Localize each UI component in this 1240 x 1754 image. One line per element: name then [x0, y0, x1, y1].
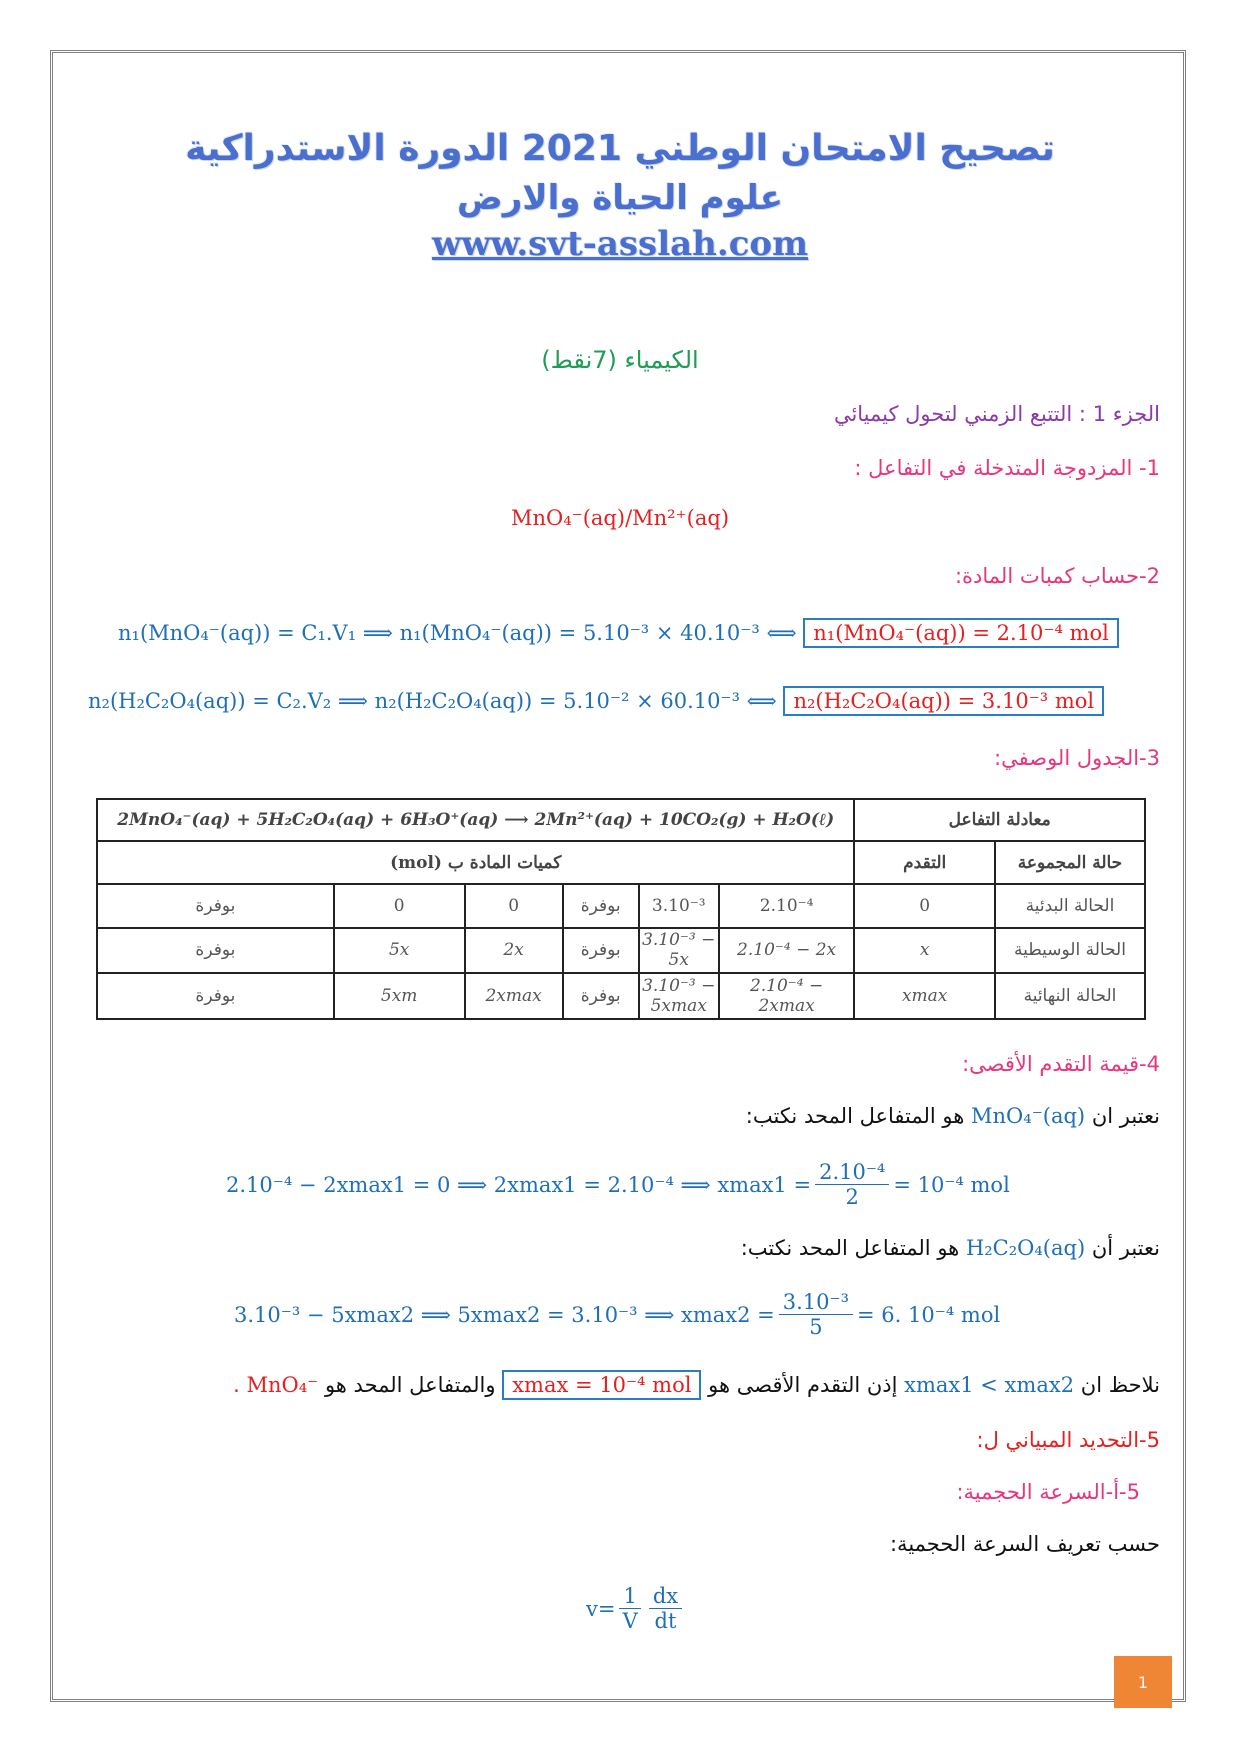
table-row [97, 884, 1145, 928]
q5-f1-num: 1 [619, 1584, 640, 1609]
q2-eq2 [88, 686, 1104, 716]
q4-conc-post: والمتفاعل المحد هو [324, 1373, 496, 1397]
cell-state: الحالة النهائية [995, 973, 1145, 1019]
q5-f1-den: V [622, 1609, 638, 1633]
advance-label: التقدم [854, 841, 995, 883]
header-title: تصحيح الامتحان الوطني 2021 الدورة الاستدراكية [185, 128, 1055, 169]
q4-calc2-res: = 6. 10⁻⁴ mol [857, 1302, 1001, 1327]
q4-calc2-fraction [779, 1290, 853, 1339]
cell-c3: بوفرة [563, 884, 639, 928]
cell-c6: بوفرة [97, 973, 334, 1019]
q2-eq1-left: n₁(MnO₄⁻(aq)) = C₁.V₁ ⟹ n₁(MnO₄⁻(aq)) = 5.10⁻³ × 40.10⁻³ ⟺ [118, 621, 797, 645]
header-site-link[interactable]: www.svt-asslah.com [431, 224, 809, 264]
q4-hyp1-pre: نعتبر ان [1091, 1104, 1160, 1128]
q2-eq1 [118, 618, 1119, 648]
cell-c3: بوفرة [563, 928, 639, 972]
q5-v-label: v= [586, 1596, 616, 1621]
q4-calc1 [226, 1160, 1010, 1209]
quantities-label: كميات المادة ب (mol) [97, 841, 854, 883]
q4-hyp2-species: H₂C₂O₄(aq) [965, 1236, 1086, 1260]
q5-formula [586, 1584, 686, 1633]
q5-frac1 [619, 1584, 640, 1633]
q5-frac2 [649, 1584, 682, 1633]
cell-c2: 3.10⁻³ − 5x [639, 928, 719, 972]
cell-c6: بوفرة [97, 928, 334, 972]
q4-calc2 [234, 1290, 1000, 1339]
cell-c5: 0 [334, 884, 465, 928]
q4-hyp2 [741, 1236, 1160, 1260]
q4-conc-pre: نلاحظ ان [1080, 1373, 1160, 1397]
q4-conc-species: MnO₄⁻ [246, 1373, 319, 1397]
cell-adv: x [854, 928, 995, 972]
cell-adv: xmax [854, 973, 995, 1019]
q4-conc-mid: إذن التقدم الأقصى هو [708, 1373, 898, 1397]
q4-calc1-num: 2.10⁻⁴ [815, 1160, 889, 1185]
q4-hyp1-post: هو المتفاعل المحد نكتب: [745, 1104, 965, 1128]
q5-def: حسب تعريف السرعة الحجمية: [889, 1532, 1160, 1556]
q4-calc1-fraction [815, 1160, 889, 1209]
q5-f2-den: dt [654, 1609, 677, 1633]
header-subject: علوم الحياة والارض [456, 178, 784, 218]
cell-c6: بوفرة [97, 884, 334, 928]
cell-c1: 2.10⁻⁴ [719, 884, 855, 928]
q4-calc2-text: 3.10⁻³ − 5xmax2 ⟹ 5xmax2 = 3.10⁻³ ⟹ xmax2 = [234, 1302, 775, 1327]
q1-title: 1- المزدوجة المتدخلة في التفاعل : [854, 456, 1160, 480]
cell-adv: 0 [854, 884, 995, 928]
q4-calc2-num: 3.10⁻³ [779, 1290, 853, 1315]
q4-calc1-res: = 10⁻⁴ mol [893, 1172, 1010, 1197]
q4-conc-box: xmax = 10⁻⁴ mol [502, 1370, 701, 1400]
q4-hyp2-post: هو المتفاعل المحد نكتب: [740, 1236, 960, 1260]
q4-calc1-den: 2 [845, 1185, 859, 1209]
section-title: الكيمياء (7نقط) [541, 346, 699, 374]
q4-hyp2-pre: نعتبر أن [1091, 1236, 1160, 1260]
cell-c4: 2x [465, 928, 563, 972]
q4-hyp1-species: MnO₄⁻(aq) [971, 1104, 1086, 1128]
q4-calc1-text: 2.10⁻⁴ − 2xmax1 = 0 ⟹ 2xmax1 = 2.10⁻⁴ ⟹ xmax1 = [226, 1172, 812, 1197]
q4-conclusion [233, 1370, 1160, 1400]
cell-c2: 3.10⁻³ − 5xmax [639, 973, 719, 1019]
q2-eq1-result: n₁(MnO₄⁻(aq)) = 2.10⁻⁴ mol [803, 618, 1119, 648]
table-row [97, 928, 1145, 972]
q2-eq2-result: n₂(H₂C₂O₄(aq)) = 3.10⁻³ mol [783, 686, 1104, 716]
q4-calc2-den: 5 [809, 1315, 823, 1339]
q3-title: 3-الجدول الوصفي: [994, 746, 1160, 770]
part1-title: الجزء 1 : التتبع الزمني لتحول كيميائي [833, 402, 1160, 426]
cell-c2: 3.10⁻³ [639, 884, 719, 928]
q2-title: 2-حساب كمبات المادة: [954, 564, 1160, 588]
cell-c5: 5x [334, 928, 465, 972]
q4-hyp1 [746, 1104, 1160, 1128]
page-number: 1 [1114, 1656, 1172, 1708]
q5-title: 5-التحديد المبياني ل: [976, 1428, 1160, 1452]
reaction-equation: 2MnO₄⁻(aq) + 5H₂C₂O₄(aq) + 6H₃O⁺(aq) ⟶ 2Mn²⁺(aq) + 10CO₂(g) + H₂O(ℓ) [97, 799, 854, 841]
cell-c1: 2.10⁻⁴ − 2x [719, 928, 855, 972]
q5-f2-num: dx [649, 1584, 682, 1609]
q4-conc-end: . [233, 1373, 240, 1397]
q2-eq2-left: n₂(H₂C₂O₄(aq)) = C₂.V₂ ⟹ n₂(H₂C₂O₄(aq)) = 5.10⁻² × 60.10⁻³ ⟺ [88, 689, 777, 713]
state-label: حالة المجموعة [995, 841, 1145, 883]
q4-title: 4-قيمة التقدم الأقصى: [962, 1052, 1160, 1076]
cell-state: الحالة البدئية [995, 884, 1145, 928]
cell-state: الحالة الوسيطية [995, 928, 1145, 972]
reaction-label: معادلة التفاعل [854, 799, 1145, 841]
cell-c4: 0 [465, 884, 563, 928]
cell-c4: 2xmax [465, 973, 563, 1019]
q5-sub-a: 5-أ-السرعة الحجمية: [956, 1480, 1140, 1504]
reaction-table [96, 798, 1146, 1020]
cell-c5: 5xm [334, 973, 465, 1019]
table-row [97, 973, 1145, 1019]
cell-c3: بوفرة [563, 973, 639, 1019]
q1-couple: MnO₄⁻(aq)/Mn²⁺(aq) [510, 506, 730, 530]
cell-c1: 2.10⁻⁴ − 2xmax [719, 973, 855, 1019]
q4-conc-ineq: xmax1 < xmax2 [904, 1373, 1075, 1397]
